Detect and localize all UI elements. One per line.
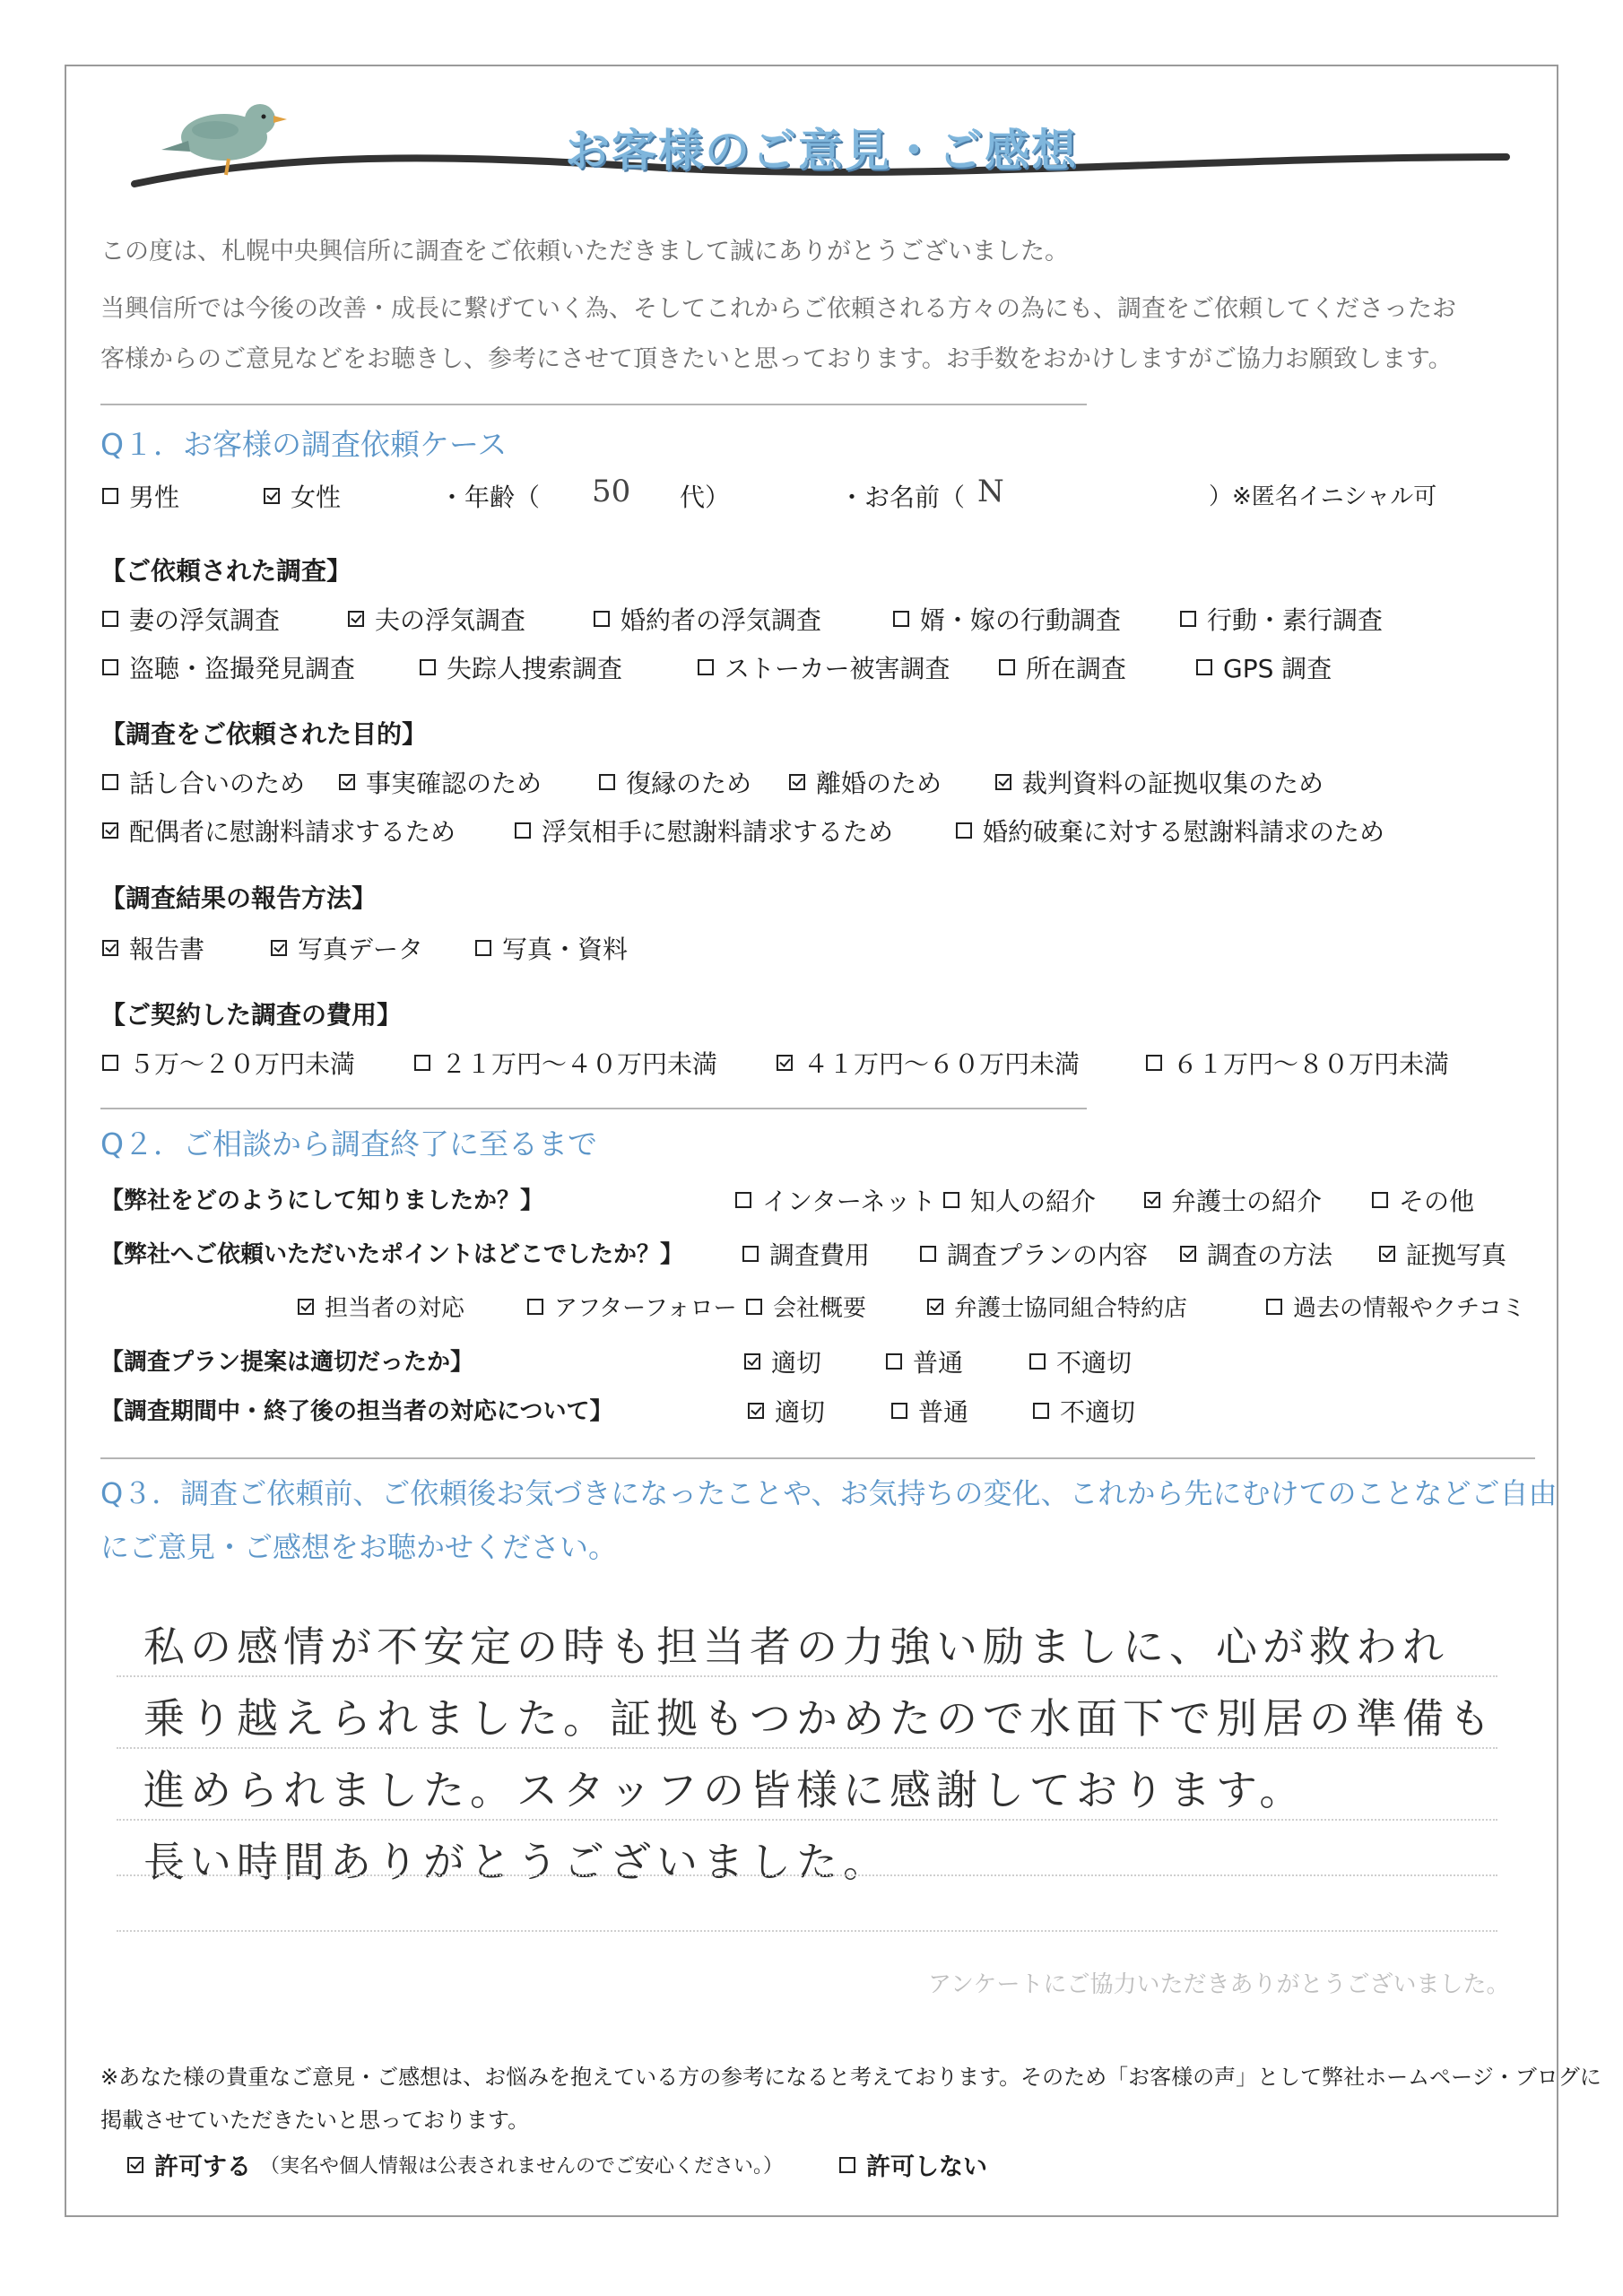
intro-line-3: 客様からのご意見などをお聴きし、参考にさせて頂きたいと思っております。お手数をおかけしますがご協力お願致します。 (100, 345, 1453, 373)
survey-type-option[interactable]: 婿・嫁の行動調査 (893, 601, 1121, 637)
divider (100, 1457, 1535, 1459)
answer-rule (117, 1747, 1497, 1749)
cost-option[interactable]: ５万～２０万円未満 (102, 1045, 355, 1081)
survey-type-heading: 【ご依頼された調査】 (100, 556, 352, 586)
q1-heading: Q１．お客様の調査依頼ケース (100, 427, 508, 462)
answer-rule (117, 1930, 1497, 1932)
staff-option[interactable]: 不適切 (1033, 1393, 1135, 1429)
deny-option[interactable]: 許可しない (839, 2147, 987, 2182)
answer-line-1: 私の感情が不安定の時も担当者の力強い励ましに、心が救われ (143, 1622, 1449, 1671)
how-known-option[interactable]: 知人の紹介 (943, 1182, 1096, 1218)
how-known-heading: 【弊社をどのようにして知りましたか？】 (100, 1187, 544, 1214)
survey-type-option[interactable]: 行動・素行調査 (1180, 601, 1383, 637)
cost-option[interactable]: ６１万円～８０万円未満 (1146, 1045, 1449, 1081)
plan-option[interactable]: 不適切 (1029, 1344, 1132, 1379)
survey-type-option[interactable]: 婚約者の浮気調査 (594, 601, 821, 637)
age-suffix: 代） (680, 483, 731, 512)
survey-type-option[interactable]: ストーカー被害調査 (698, 649, 950, 685)
intro-line-1: この度は、札幌中央興信所に調査をご依頼いただきまして誠にありがとうございました。 (100, 238, 1069, 265)
thanks-message: アンケートにご協力いただきありがとうございました。 (928, 1971, 1510, 1998)
staff-option[interactable]: 適切 (748, 1393, 825, 1429)
report-option[interactable]: 写真・資料 (475, 930, 628, 966)
cost-heading: 【ご契約した調査の費用】 (100, 1000, 403, 1030)
points-heading: 【弊社へご依頼いただいたポイントはどこでしたか？】 (100, 1241, 684, 1268)
intro-line-2: 当興信所では今後の改善・成長に繋げていく為、そしてこれからご依頼される方々の為にも、調査をご依頼してくださったお (100, 295, 1456, 323)
permission-note-1: ※あなた様の貴重なご意見・ご感想は、お悩みを抱えている方の参考になると考えております。そのため「お客様の声」として弊社ホームページ・ブログに (100, 2065, 1601, 2090)
survey-type-option[interactable]: GPS 調査 (1196, 649, 1332, 685)
survey-type-option[interactable]: 盗聴・盗撮発見調査 (102, 649, 355, 685)
purpose-heading: 【調査をご依頼された目的】 (100, 719, 428, 749)
points-option[interactable]: 担当者の対応 (298, 1290, 464, 1323)
q3-heading-line-2: にご意見・ご感想をお聴かせください。 (100, 1530, 618, 1564)
checkbox[interactable] (102, 488, 118, 504)
purpose-option[interactable]: 裁判資料の証拠収集のため (995, 764, 1324, 800)
checkbox-checked[interactable] (127, 2157, 143, 2173)
purpose-option[interactable]: 話し合いのため (102, 764, 305, 800)
how-known-option[interactable]: 弁護士の紹介 (1144, 1182, 1322, 1218)
purpose-option[interactable]: 復縁のため (599, 764, 751, 800)
how-known-option[interactable]: インターネット (735, 1182, 935, 1218)
checkbox-checked[interactable] (264, 488, 280, 504)
points-option[interactable]: アフターフォロー (527, 1290, 737, 1323)
plan-heading: 【調査プラン提案は適切だったか】 (100, 1349, 474, 1376)
report-option[interactable]: 写真データ (271, 930, 423, 966)
survey-type-option[interactable]: 失踪人捜索調査 (420, 649, 622, 685)
gender-female[interactable]: 女性 (264, 478, 341, 514)
survey-type-option[interactable]: 妻の浮気調査 (102, 601, 280, 637)
plan-option[interactable]: 適切 (744, 1344, 821, 1379)
answer-rule (117, 1819, 1497, 1821)
gender-male[interactable]: 男性 (102, 478, 179, 514)
q3-heading-line-1: Q３．調査ご依頼前、ご依頼後お気づきになったことや、お気持ちの変化、これから先にむけてのことなどご自由 (100, 1476, 1558, 1510)
survey-type-option[interactable]: 夫の浮気調査 (348, 601, 525, 637)
points-option[interactable]: 弁護士協同組合特約店 (927, 1290, 1187, 1323)
plan-option[interactable]: 普通 (886, 1344, 963, 1379)
purpose-option[interactable]: 離婚のため (789, 764, 942, 800)
how-known-option[interactable]: その他 (1372, 1182, 1474, 1218)
points-option[interactable]: 調査プランの内容 (920, 1236, 1148, 1272)
purpose-option[interactable]: 婚約破棄に対する慰謝料請求のため (956, 813, 1384, 848)
points-option[interactable]: 証拠写真 (1379, 1236, 1506, 1272)
report-heading: 【調査結果の報告方法】 (100, 883, 378, 913)
allow-option[interactable]: 許可する （実名や個人情報は公表されませんのでご安心ください。） (127, 2147, 783, 2182)
answer-rule (117, 1675, 1497, 1677)
purpose-option[interactable]: 事実確認のため (339, 764, 542, 800)
points-option[interactable]: 過去の情報やクチコミ (1266, 1290, 1525, 1323)
points-option[interactable]: 会社概要 (746, 1290, 866, 1323)
name-suffix: ）※匿名イニシャル可 (1209, 483, 1437, 510)
staff-heading: 【調査期間中・終了後の担当者の対応について】 (100, 1398, 613, 1425)
points-option[interactable]: 調査費用 (742, 1236, 870, 1272)
checkbox[interactable] (839, 2157, 855, 2173)
answer-rule (117, 1874, 1497, 1876)
page-title: お客様のご意見・ご感想 (565, 125, 1078, 177)
survey-type-option[interactable]: 所在調査 (999, 649, 1126, 685)
answer-line-4: 長い時間ありがとうございました。 (143, 1838, 890, 1886)
q2-heading: Q２．ご相談から調査終了に至るまで (100, 1126, 597, 1161)
age-label: ・年齢（ (439, 483, 541, 512)
points-option[interactable]: 調査の方法 (1180, 1236, 1332, 1272)
staff-option[interactable]: 普通 (891, 1393, 968, 1429)
cost-option[interactable]: ２１万円～４０万円未満 (414, 1045, 717, 1081)
divider (100, 404, 1087, 405)
permission-note-2: 掲載させていただきたいと思っております。 (100, 2108, 530, 2133)
answer-line-2: 乗り越えられました。証拠もつかめたので水面下で別居の準備も (143, 1694, 1496, 1743)
answer-line-3: 進められました。スタッフの皆様に感謝しております。 (143, 1766, 1306, 1814)
divider (100, 1108, 1087, 1109)
name-label: ・お名前（ (839, 483, 966, 512)
cost-option[interactable]: ４１万円～６０万円未満 (777, 1045, 1080, 1081)
age-value: 50 (592, 474, 631, 509)
purpose-option[interactable]: 配偶者に慰謝料請求するため (102, 813, 456, 848)
name-value: N (977, 474, 1004, 509)
purpose-option[interactable]: 浮気相手に慰謝料請求するため (515, 813, 893, 848)
report-option[interactable]: 報告書 (102, 930, 204, 966)
